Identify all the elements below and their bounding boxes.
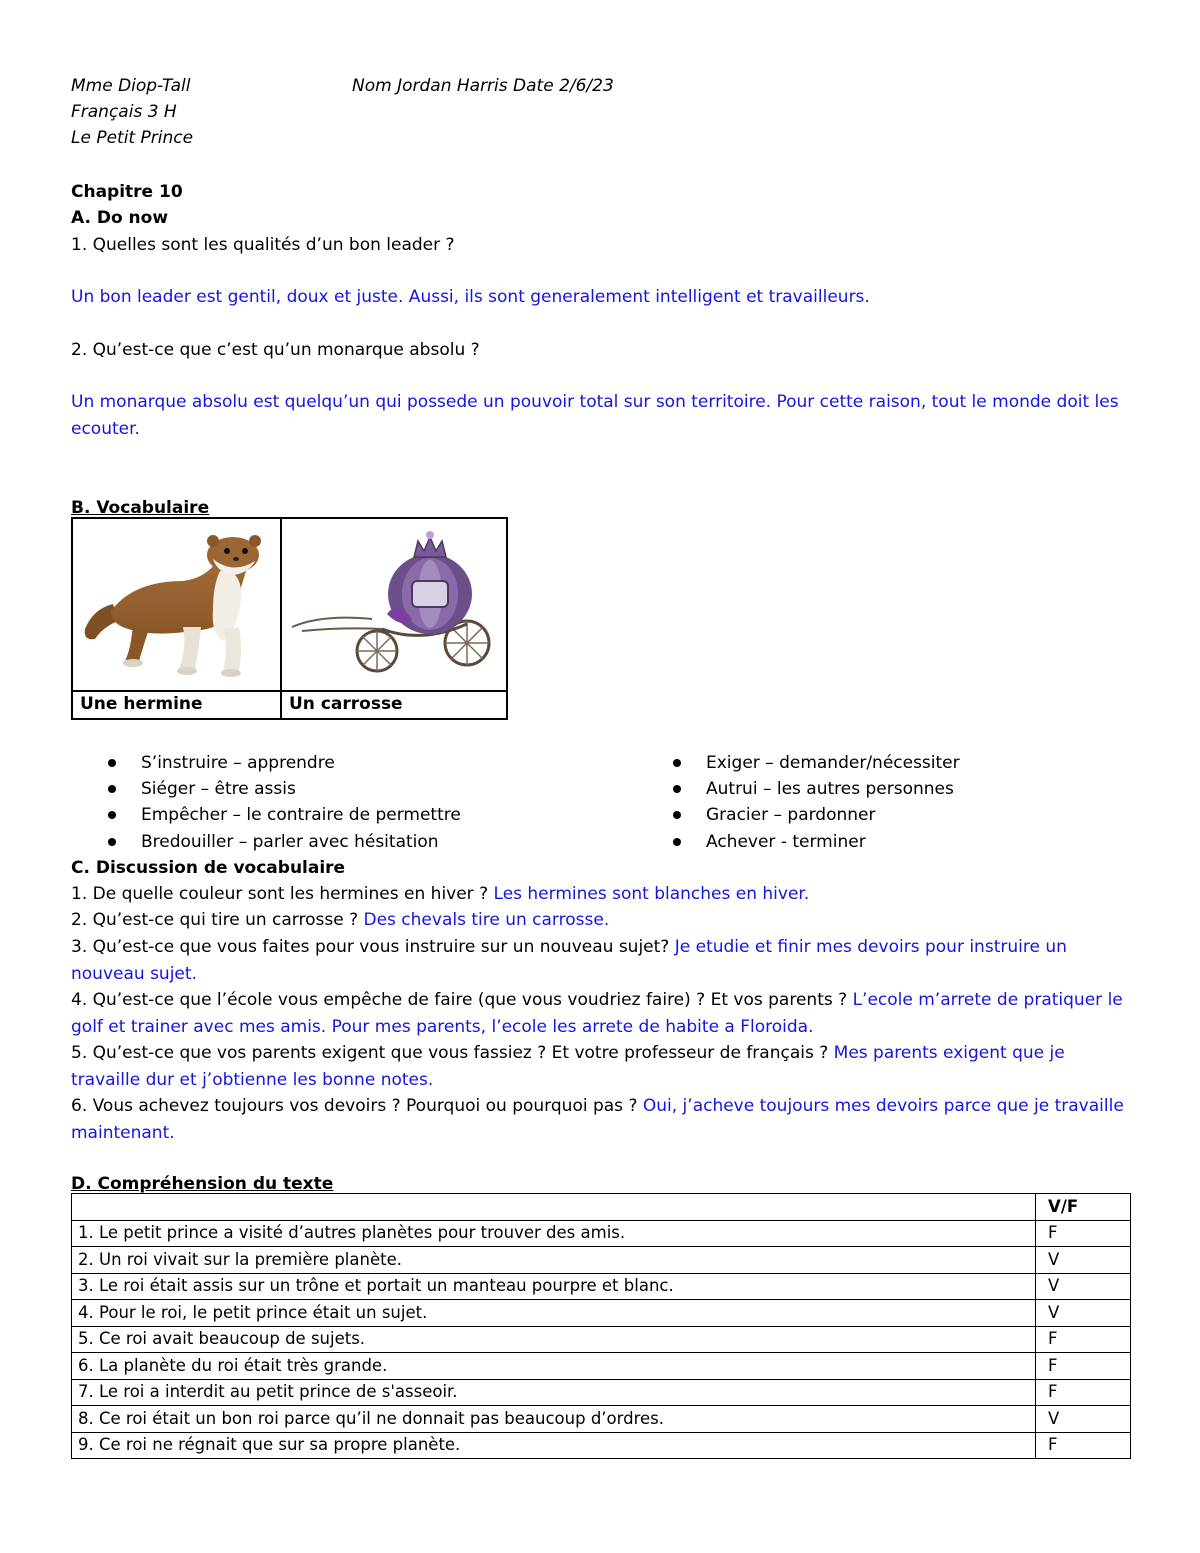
vf-answer-cell: V (1036, 1406, 1131, 1433)
bullet-icon (673, 785, 681, 793)
bullet-icon (108, 759, 116, 767)
table-row (72, 1247, 1131, 1274)
statement-cell: 3. Le roi était assis sur un trône et portait un manteau pourpre et blanc. (72, 1273, 1036, 1300)
statement-cell: 9. Ce roi ne régnait que sur sa propre planète. (72, 1432, 1036, 1459)
carriage-caption: Un carrosse (282, 690, 506, 718)
answer-a2: Un monarque absolu est quelqu’un qui possede un pouvoir total sur son territoire. Pour cette raison, tout le monde doit les ecouter. (71, 392, 1119, 439)
table-row (72, 1432, 1131, 1459)
vocab-picture-table (71, 517, 508, 720)
table-header-blank (72, 1194, 1036, 1221)
section-a-title: A. Do now (71, 208, 169, 228)
carriage-image (282, 519, 506, 690)
discussion-question: 6. Vous achevez toujours vos devoirs ? Pourquoi ou pourquoi pas ? (71, 1096, 643, 1116)
vf-answer-cell: V (1036, 1300, 1131, 1327)
comprehension-table (71, 1193, 1131, 1459)
discussion-answer: Les hermines sont blanches en hiver. (493, 884, 810, 904)
discussion-item (71, 987, 1131, 1040)
vf-answer-cell: F (1036, 1432, 1131, 1459)
section-d-title: D. Compréhension du texte (71, 1174, 334, 1194)
table-row (72, 1300, 1131, 1327)
section-b-title: B. Vocabulaire (71, 498, 210, 518)
bullet-icon (673, 759, 681, 767)
discussion-item (71, 881, 1131, 908)
table-row (72, 1326, 1131, 1353)
table-header-row (72, 1194, 1131, 1221)
statement-cell: 7. Le roi a interdit au petit prince de s'asseoir. (72, 1379, 1036, 1406)
bullet-icon (108, 785, 116, 793)
bullet-icon (673, 838, 681, 846)
book-title: Le Petit Prince (71, 128, 194, 148)
discussion-question: 3. Qu’est-ce que vous faites pour vous instruire sur un nouveau sujet? (71, 937, 675, 957)
discussion-answer: Mes parents exigent que je travaille dur et j’obtienne les bonne notes. (71, 1043, 1065, 1090)
bullet-icon (108, 811, 116, 819)
vocab-item: Bredouiller – parler avec hésitation (141, 832, 439, 852)
discussion-answer: L’ecole m’arrete de pratiquer le golf et trainer avec mes amis. Pour mes parents, l’ecole les arrete de habite a Floroida. (71, 990, 1123, 1037)
answer-a1: Un bon leader est gentil, doux et juste. Aussi, ils sont generalement intelligent et travailleurs. (71, 287, 870, 307)
discussion-item (71, 907, 1131, 934)
section-c-title: C. Discussion de vocabulaire (71, 858, 346, 878)
discussion-answer: Des chevals tire un carrosse. (363, 910, 610, 930)
discussion-question: 2. Qu’est-ce qui tire un carrosse ? (71, 910, 364, 930)
discussion-item (71, 1040, 1131, 1093)
discussion-item (71, 1093, 1131, 1146)
discussion-answer: Je etudie et finir mes devoirs pour instruire un nouveau sujet. (71, 937, 1067, 984)
statement-cell: 4. Pour le roi, le petit prince était un sujet. (72, 1300, 1036, 1327)
vf-answer-cell: F (1036, 1379, 1131, 1406)
vf-answer-cell: F (1036, 1353, 1131, 1380)
ermine-caption: Une hermine (73, 690, 282, 718)
vocab-item: Empêcher – le contraire de permettre (141, 805, 461, 825)
student-name-date: Nom Jordan Harris Date 2/6/23 (352, 76, 614, 96)
vocab-item: Autrui – les autres personnes (706, 779, 954, 799)
vf-answer-cell: F (1036, 1220, 1131, 1247)
table-row (72, 1353, 1131, 1380)
statement-cell: 1. Le petit prince a visité d’autres planètes pour trouver des amis. (72, 1220, 1036, 1247)
table-row (72, 1273, 1131, 1300)
statement-cell: 2. Un roi vivait sur la première planète. (72, 1247, 1036, 1274)
bullet-icon (108, 838, 116, 846)
statement-cell: 8. Ce roi était un bon roi parce qu’il ne donnait pas beaucoup d’ordres. (72, 1406, 1036, 1433)
vf-answer-cell: V (1036, 1273, 1131, 1300)
bullet-icon (673, 811, 681, 819)
chapter-title: Chapitre 10 (71, 182, 183, 202)
table-row (72, 1379, 1131, 1406)
table-row (72, 1406, 1131, 1433)
statement-cell: 6. La planète du roi était très grande. (72, 1353, 1036, 1380)
teacher-name: Mme Diop-Tall (71, 76, 191, 96)
vf-answer-cell: V (1036, 1247, 1131, 1274)
ermine-image (73, 519, 282, 690)
discussion-question: 4. Qu’est-ce que l’école vous empêche de faire (que vous voudriez faire) ? Et vos parents ? (71, 990, 853, 1010)
vocab-item: Gracier – pardonner (706, 805, 876, 825)
discussion-question: 1. De quelle couleur sont les hermines en hiver ? (71, 884, 494, 904)
question-a1: 1. Quelles sont les qualités d’un bon leader ? (71, 235, 455, 255)
statement-cell: 5. Ce roi avait beaucoup de sujets. (72, 1326, 1036, 1353)
vocab-item: Siéger – être assis (141, 779, 296, 799)
vf-answer-cell: F (1036, 1326, 1131, 1353)
course-name: Français 3 H (71, 102, 177, 122)
table-row (72, 1220, 1131, 1247)
vocab-item: Achever - terminer (706, 832, 866, 852)
vocab-item: Exiger – demander/nécessiter (706, 753, 960, 773)
table-header-vf: V/F (1036, 1194, 1131, 1221)
question-a2: 2. Qu’est-ce que c’est qu’un monarque absolu ? (71, 340, 480, 360)
discussion-question: 5. Qu’est-ce que vos parents exigent que vous fassiez ? Et votre professeur de français ? (71, 1043, 834, 1063)
discussion-item (71, 934, 1131, 987)
vocab-item: S’instruire – apprendre (141, 753, 335, 773)
discussion-answer: Oui, j’acheve toujours mes devoirs parce que je travaille maintenant. (71, 1096, 1124, 1143)
